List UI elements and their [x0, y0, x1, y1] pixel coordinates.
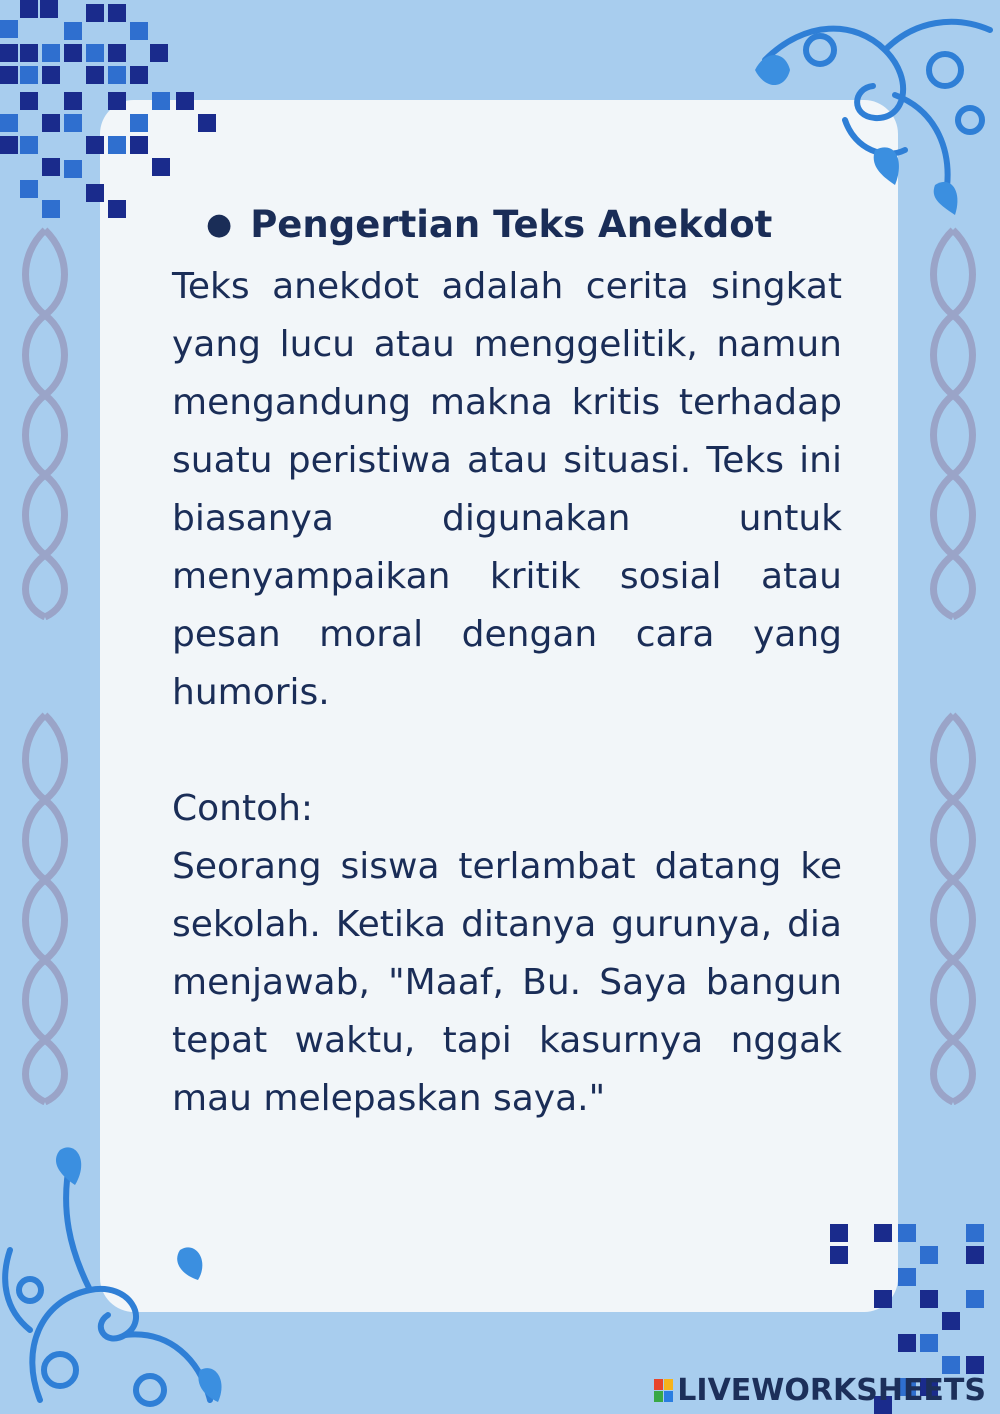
liveworksheets-watermark: [654, 1373, 986, 1408]
border-motif-right-bottom: [922, 710, 984, 1105]
pixel-pattern-top-left: [0, 0, 220, 225]
bullet-icon: ●: [206, 207, 233, 242]
example-label: Contoh:: [172, 788, 314, 829]
floral-ornament-bottom-left: [0, 1140, 230, 1414]
section-heading: [206, 196, 842, 254]
watermark-text: LIVEWORKSHEETS: [677, 1373, 986, 1408]
example-paragraph: Seorang siswa terlambat datang ke sekolah. Ketika ditanya gurunya, dia menjawab, "Maaf, Bu. Saya bangun tepat waktu, tapi kasurnya nggak mau melepaskan saya.": [172, 846, 842, 1119]
border-motif-right-top: [922, 225, 984, 620]
floral-ornament-top-right: [745, 0, 1000, 225]
spacer: [172, 722, 842, 780]
main-content: [172, 196, 842, 1128]
border-motif-left-bottom: [14, 710, 76, 1105]
border-motif-left-top: [14, 225, 76, 620]
liveworksheets-logo-icon: [654, 1379, 673, 1402]
heading-text: Pengertian Teks Anekdot: [250, 203, 773, 246]
definition-paragraph: Teks anekdot adalah cerita singkat yang lucu atau menggelitik, namun mengandung makna kritis terhadap suatu peristiwa atau situasi. Teks ini biasanya digunakan untuk menyampaikan kritik sosial atau pesan moral dengan cara yang humoris.: [172, 266, 842, 713]
